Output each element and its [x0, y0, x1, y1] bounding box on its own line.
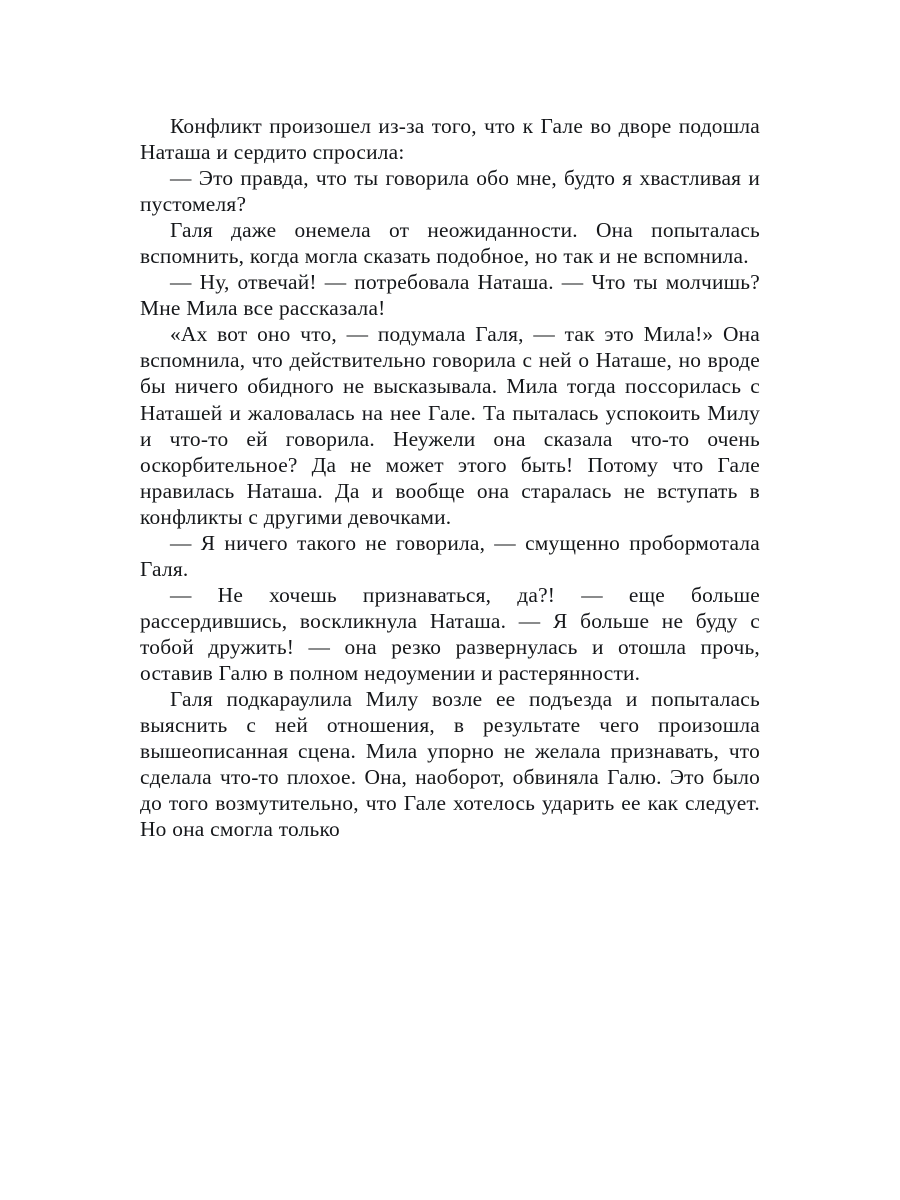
paragraph: — Не хочешь признаваться, да?! — еще больше рассердившись, воскликнула Наташа. — Я больше не буду с тобой дружить! — она резко развернулась и отошла прочь, оставив Галю в полном недоумении и растерянности. — [140, 582, 760, 685]
paragraph: — Это правда, что ты говорила обо мне, будто я хвастливая и пустомеля? — [140, 166, 760, 217]
text-column — [140, 113, 760, 842]
paragraph: Галя подкараулила Милу возле ее подъезда и попыталась выяснить с ней отношения, в результате чего произошла вышеописанная сцена. Мила упорно не желала признавать, что сделала что-то плохое. Она, наоборот, обвиняла Галю. Это было до того возмутительно, что Гале хотелось ударить ее как следует. Но она смогла только — [140, 687, 760, 842]
paragraph: — Ну, отвечай! — потребовала Наташа. — Что ты молчишь? Мне Мила все рассказала! — [140, 270, 760, 321]
paragraph: «Ах вот оно что, — подумала Галя, — так это Мила!» Она вспомнила, что действительно говорила с ней о Наташе, но вроде бы ничего обидного не высказывала. Мила тогда поссорилась с Наташей и жаловалась на нее Гале. Та пыталась успокоить Милу и что-то ей говорила. Неужели она сказала что-то очень оскорбительное? Да не может этого быть! Потому что Гале нравилась Наташа. Да и вообще она старалась не вступать в конфликты с другими девочками. — [140, 322, 760, 529]
paragraph: Конфликт произошел из-за того, что к Гале во дворе подошла Наташа и сердито спросила: — [140, 114, 760, 165]
paragraph: Галя даже онемела от неожиданности. Она попыталась вспомнить, когда могла сказать подобное, но так и не вспомнила. — [140, 218, 760, 269]
paragraph: — Я ничего такого не говорила, — смущенно пробормотала Галя. — [140, 530, 760, 581]
